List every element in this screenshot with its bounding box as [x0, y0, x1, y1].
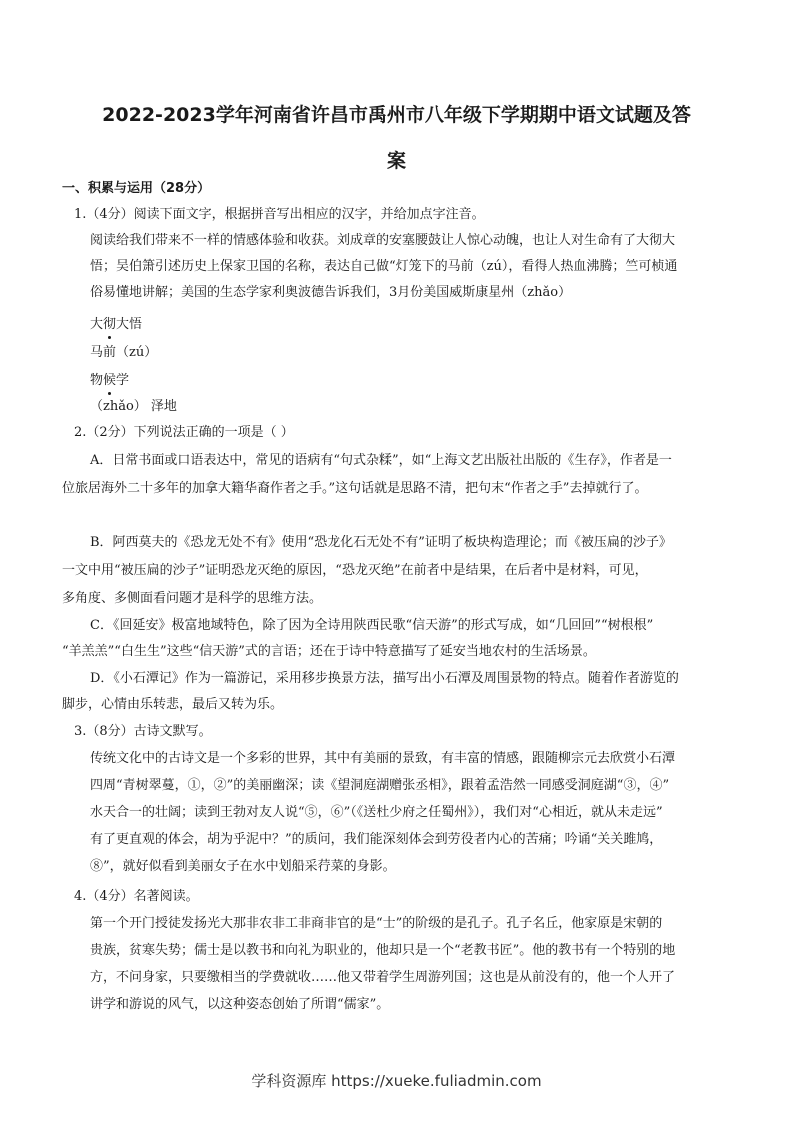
q4-paragraph-line: 贵族，贫寒失势；儒士是以教书和向礼为职业的，他却只是一个“老教书匠”。他的教书有一个特别的地 [90, 943, 676, 958]
q1-a3-suffix: 学 [116, 373, 130, 388]
footer-watermark: 学科资源库 https://xueke.fuliadmin.com [251, 1072, 542, 1090]
q1-paragraph-line: 阅读给我们带来不一样的情感体验和收获。刘成章的安塞腰鼓让人惊心动魄，也让人对生命有了大彻大 [90, 233, 676, 248]
q2-option-d-line: 脚步，心情由乐转悲，最后又转为乐。 [62, 697, 284, 712]
q1-stem: 1.（4分）阅读下面文字，根据拼音写出相应的汉字，并给加点字注音。 [74, 207, 485, 222]
q2-option-a-line: 位旅居海外二十多年的加拿大籍华裔作者之手。”这句话就是思路不清，把句末“作者之手”去掉就行了。 [62, 481, 648, 496]
q1-answer-item [90, 372, 129, 390]
q1-a1-prefix: 大 [90, 317, 104, 332]
q3-stem: 3.（8分）古诗文默写。 [74, 724, 212, 739]
q2-option-c-line: C．《回延安》极富地域特色，除了因为全诗用陕西民歌“信天游”的形式写成，如“几回回”“树根根” [90, 618, 654, 633]
emphasis-dotted-char: 候 [103, 373, 117, 388]
q2-option-d-line: D．《小石潭记》作为一篇游记，采用移步换景方法，描写出小石潭及周围景物的特点。随着作者游览的 [90, 671, 679, 686]
q3-paragraph-line: 有了更直观的体会，胡为乎泥中？”的质问，我们能深刻体会到劳役者内心的苦痛；吟诵“关关雎鸠， [90, 832, 663, 847]
q4-paragraph-line: 方，不问身家，只要缴相当的学费就收……他又带着学生周游列国；这也是从前没有的，他一个人开了 [90, 970, 676, 985]
q1-paragraph-line: 俗易懂地讲解；美国的生态学家利奥波德告诉我们，3月份美国威斯康星州（zhǎo） [90, 285, 572, 300]
q2-option-b-line: 一文中用“被压扁的沙子”证明恐龙灭绝的原因，“恐龙灭绝”在前者中是结果，在后者中是材料，可见， [62, 563, 648, 578]
q3-paragraph-line: 水天合一的壮阔；读到王勃对友人说“⑤，⑥”（《送杜少府之任蜀州》），我们对“心相近，就从未走远” [90, 805, 663, 820]
section-heading: 一、积累与运用（28分） [62, 181, 211, 196]
q1-paragraph-line: 悟；吴伯箫引述历史上保家卫国的名称，表达自己做“灯笼下的马前（zú），看得人热血沸腾；竺可桢通 [90, 259, 678, 274]
document-title [60, 92, 733, 184]
q2-option-b-line: B．阿西莫夫的《恐龙无处不有》使用“恐龙化石无处不有”证明了板块构造理论；而《被压扁的沙子》 [90, 535, 672, 550]
q2-option-b-line: 多角度、多侧面看问题才是科学的思维方法。 [62, 591, 323, 606]
title-line-2: 案 [386, 150, 406, 172]
q1-answer-item [90, 316, 142, 334]
q3-paragraph-line: 四周“青树翠蔓，①，②”的美丽幽深；读《望洞庭湖赠张丞相》，跟着孟浩然一同感受洞庭湖“③，④” [90, 778, 670, 793]
q1-a1-suffix: 大悟 [116, 317, 143, 332]
q4-paragraph-line: 讲学和游说的风气，以这种姿态创始了所谓“儒家”。 [90, 997, 390, 1012]
q4-stem: 4.（4分）名著阅读。 [74, 889, 199, 904]
q3-paragraph-line: ⑧”，就好似看到美丽女子在水中划船采荇菜的身影。 [90, 859, 396, 874]
q2-stem: 2.（2分）下列说法正确的一项是（ ） [74, 425, 294, 440]
title-line-1: 2022-2023学年河南省许昌市禹州市八年级下学期期中语文试题及答 [102, 104, 691, 126]
q1-answer-item: （zhǎo） 泽地 [90, 399, 177, 414]
emphasis-dotted-char: 彻 [103, 317, 117, 332]
q4-paragraph-line: 第一个开门授徒发扬光大那非农非工非商非官的是“士”的阶级的是孔子。孔子名丘，他家原是宋朝的 [90, 916, 663, 931]
q1-a3-prefix: 物 [90, 373, 104, 388]
q3-paragraph-line: 传统文化中的古诗文是一个多彩的世界，其中有美丽的景致，有丰富的情感，跟随柳宗元去欣赏小石潭 [90, 751, 676, 766]
q1-answer-item: 马前（zú） [90, 345, 158, 360]
q2-option-c-line: “羊羔羔”“白生生”这些“信天游”式的言语；还在于诗中特意描写了延安当地农村的生活场景。 [62, 644, 596, 659]
q2-option-a-line: A．日常书面或口语表达中，常见的语病有“句式杂糅”，如“上海文艺出版社出版的《生存》，作者是一 [90, 453, 672, 468]
